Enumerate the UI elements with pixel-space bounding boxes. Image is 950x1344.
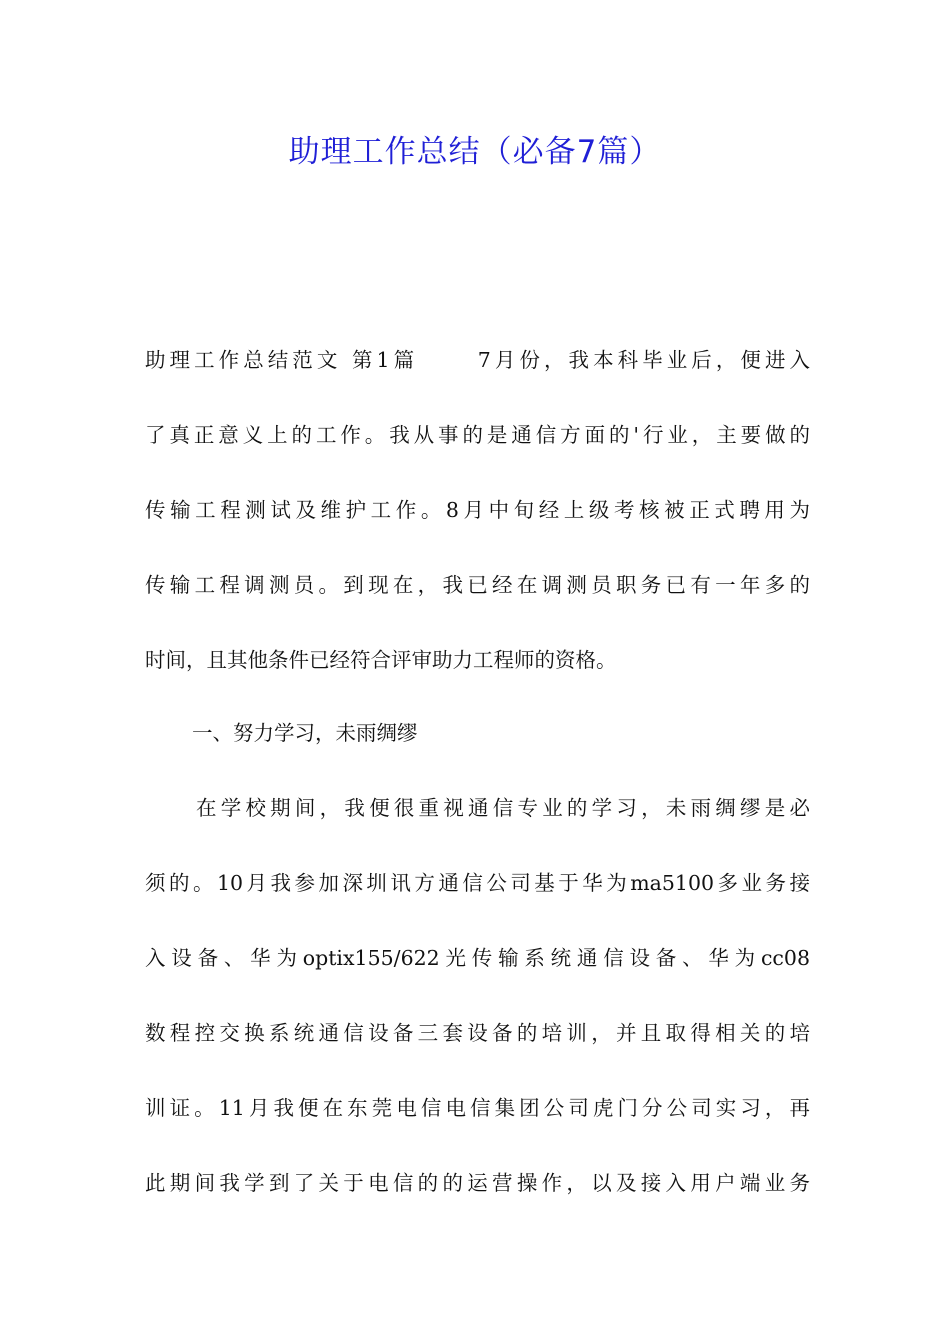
paragraph-line-12: 此期间我学到了关于电信的的运营操作，以及接入用户端业务 <box>145 1171 810 1195</box>
paragraph-line-7: 在学校期间，我便很重视通信专业的学习，未雨绸缪是必 <box>196 796 810 820</box>
paragraph-line-4: 传输工程调测员。到现在，我已经在调测员职务已有一年多的 <box>145 573 810 597</box>
section-heading: 一、努力学习，未雨绸缪 <box>192 721 418 745</box>
paragraph-line-10: 数程控交换系统通信设备三套设备的培训，并且取得相关的培 <box>145 1021 810 1045</box>
paragraph-line-9: 入设备、华为optix155/622光传输系统通信设备、华为cc08 <box>145 946 810 970</box>
paragraph-line-3: 传输工程测试及维护工作。8月中旬经上级考核被正式聘用为 <box>145 498 810 522</box>
paragraph-line-2: 了真正意义上的工作。我从事的是通信方面的'行业，主要做的 <box>145 423 810 447</box>
paragraph-line-1: 助理工作总结范文 第1篇 7月份，我本科毕业后，便进入 <box>145 348 810 372</box>
paragraph-line-11: 训证。11月我便在东莞电信电信集团公司虎门分公司实习，再 <box>145 1096 810 1120</box>
document-title: 助理工作总结（必备7篇） <box>288 134 662 170</box>
paragraph-line-8: 须的。10月我参加深圳讯方通信公司基于华为ma5100多业务接 <box>145 871 810 895</box>
paragraph-line-5: 时间，且其他条件已经符合评审助力工程师的资格。 <box>145 648 617 672</box>
